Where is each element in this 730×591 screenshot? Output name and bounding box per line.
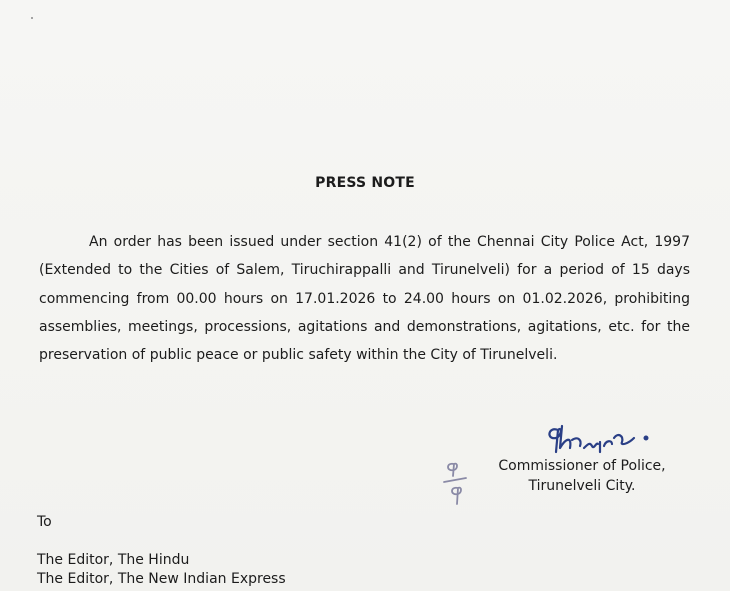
paper-speck [31,17,33,19]
document-title: PRESS NOTE [315,175,415,191]
to-label: To [37,514,52,530]
initials-mark-icon [440,458,476,508]
recipient-item: The Editor, The New Indian Express [37,570,286,587]
signatory-designation: Commissioner of Police, [498,458,666,474]
recipient-item: The Editor, The Hindu [37,552,190,568]
order-paragraph: An order has been issued under section 41(2) of the Chennai City Police Act, 1997 (Extended to the Cities of Salem, Tiruchirappalli and Tirunelveli) for a period of 15 days commencing from 00.00 hours on 17.01.2026 to 24.00 hours on 01.02.2026, prohibiting assemblies, meetings, processions, agitations and demonstrations, agitations, etc. for the preservation of public peace or public safety within the City of Tirunelveli. [39,234,690,364]
recipient-list [37,551,286,588]
signatory-block [489,456,675,496]
signatory-office: Tirunelveli City. [528,478,636,494]
